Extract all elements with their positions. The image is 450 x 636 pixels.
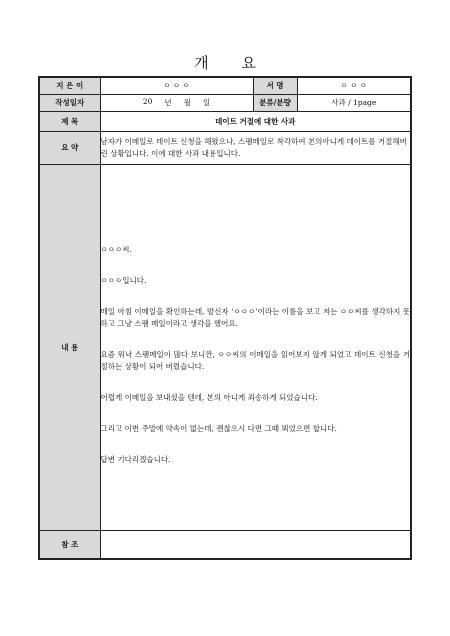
content-paragraph: 어렵게 이메일을 보내셨을 텐데, 본의 아니게 죄송하게 되었습니다.	[100, 393, 318, 402]
category-label: 분류/분량	[253, 94, 297, 111]
date-year: 20	[142, 97, 153, 106]
summary-form	[38, 76, 412, 560]
summary-value: 남자가 이메일로 데이트 신청을 해왔으나, 스팸메일로 착각하여 본의아니게 데이트를 거절해버린 상황입니다. 이에 대한 사과 내용입니다.	[100, 131, 411, 164]
content-label: 내 용	[39, 164, 100, 530]
date-label: 작성일자	[39, 94, 100, 111]
category-value: 사과 / 1page	[297, 94, 411, 111]
page-title: 개 요	[194, 54, 270, 72]
date-year-unit: 년	[164, 98, 172, 107]
date-month-unit: 월	[183, 98, 191, 107]
subject-value: 데이트 거절에 대한 사과	[100, 111, 411, 131]
author-value: ㅇ ㅇ ㅇ	[100, 77, 253, 94]
date-day-unit: 일	[202, 98, 211, 107]
subject-label: 제 목	[39, 111, 100, 131]
signature-label: 서 명	[253, 77, 297, 94]
content-paragraph: 답변 기다리겠습니다.	[100, 455, 171, 464]
content-paragraph: 매일 아침 이메일을 확인하는데, 발신자 ‘ㅇㅇㅇ’이라는 이름을 보고 저는 ㅇㅇ씨를 생각하지 못하고 그냥 스팸 메일이라고 생각을 했어요.	[100, 307, 411, 328]
summary-label: 요 약	[39, 131, 100, 164]
content-paragraph: ㅇㅇㅇ씨.	[100, 245, 132, 254]
content-paragraph: ㅇㅇㅇ입니다.	[100, 276, 147, 285]
author-label: 지 은 이	[39, 77, 100, 94]
content-paragraph: 그리고 이번 주말에 약속이 없는데, 괜찮으시 다면 그때 뵈었으면 합니다.	[100, 424, 337, 433]
signature-value: ㅇ ㅇ ㅇ	[297, 77, 411, 94]
content-body	[100, 164, 411, 530]
content-paragraph: 요즘 워낙 스팸메일이 많다 보니깐, ㅇㅇ씨의 이메일을 읽어보지 않게 되었고 데이트 신청을 거절하는 상황이 되어 버렸습니다.	[100, 350, 411, 371]
date-value	[100, 94, 253, 111]
reference-value	[100, 530, 411, 559]
reference-label: 참 조	[39, 530, 100, 559]
